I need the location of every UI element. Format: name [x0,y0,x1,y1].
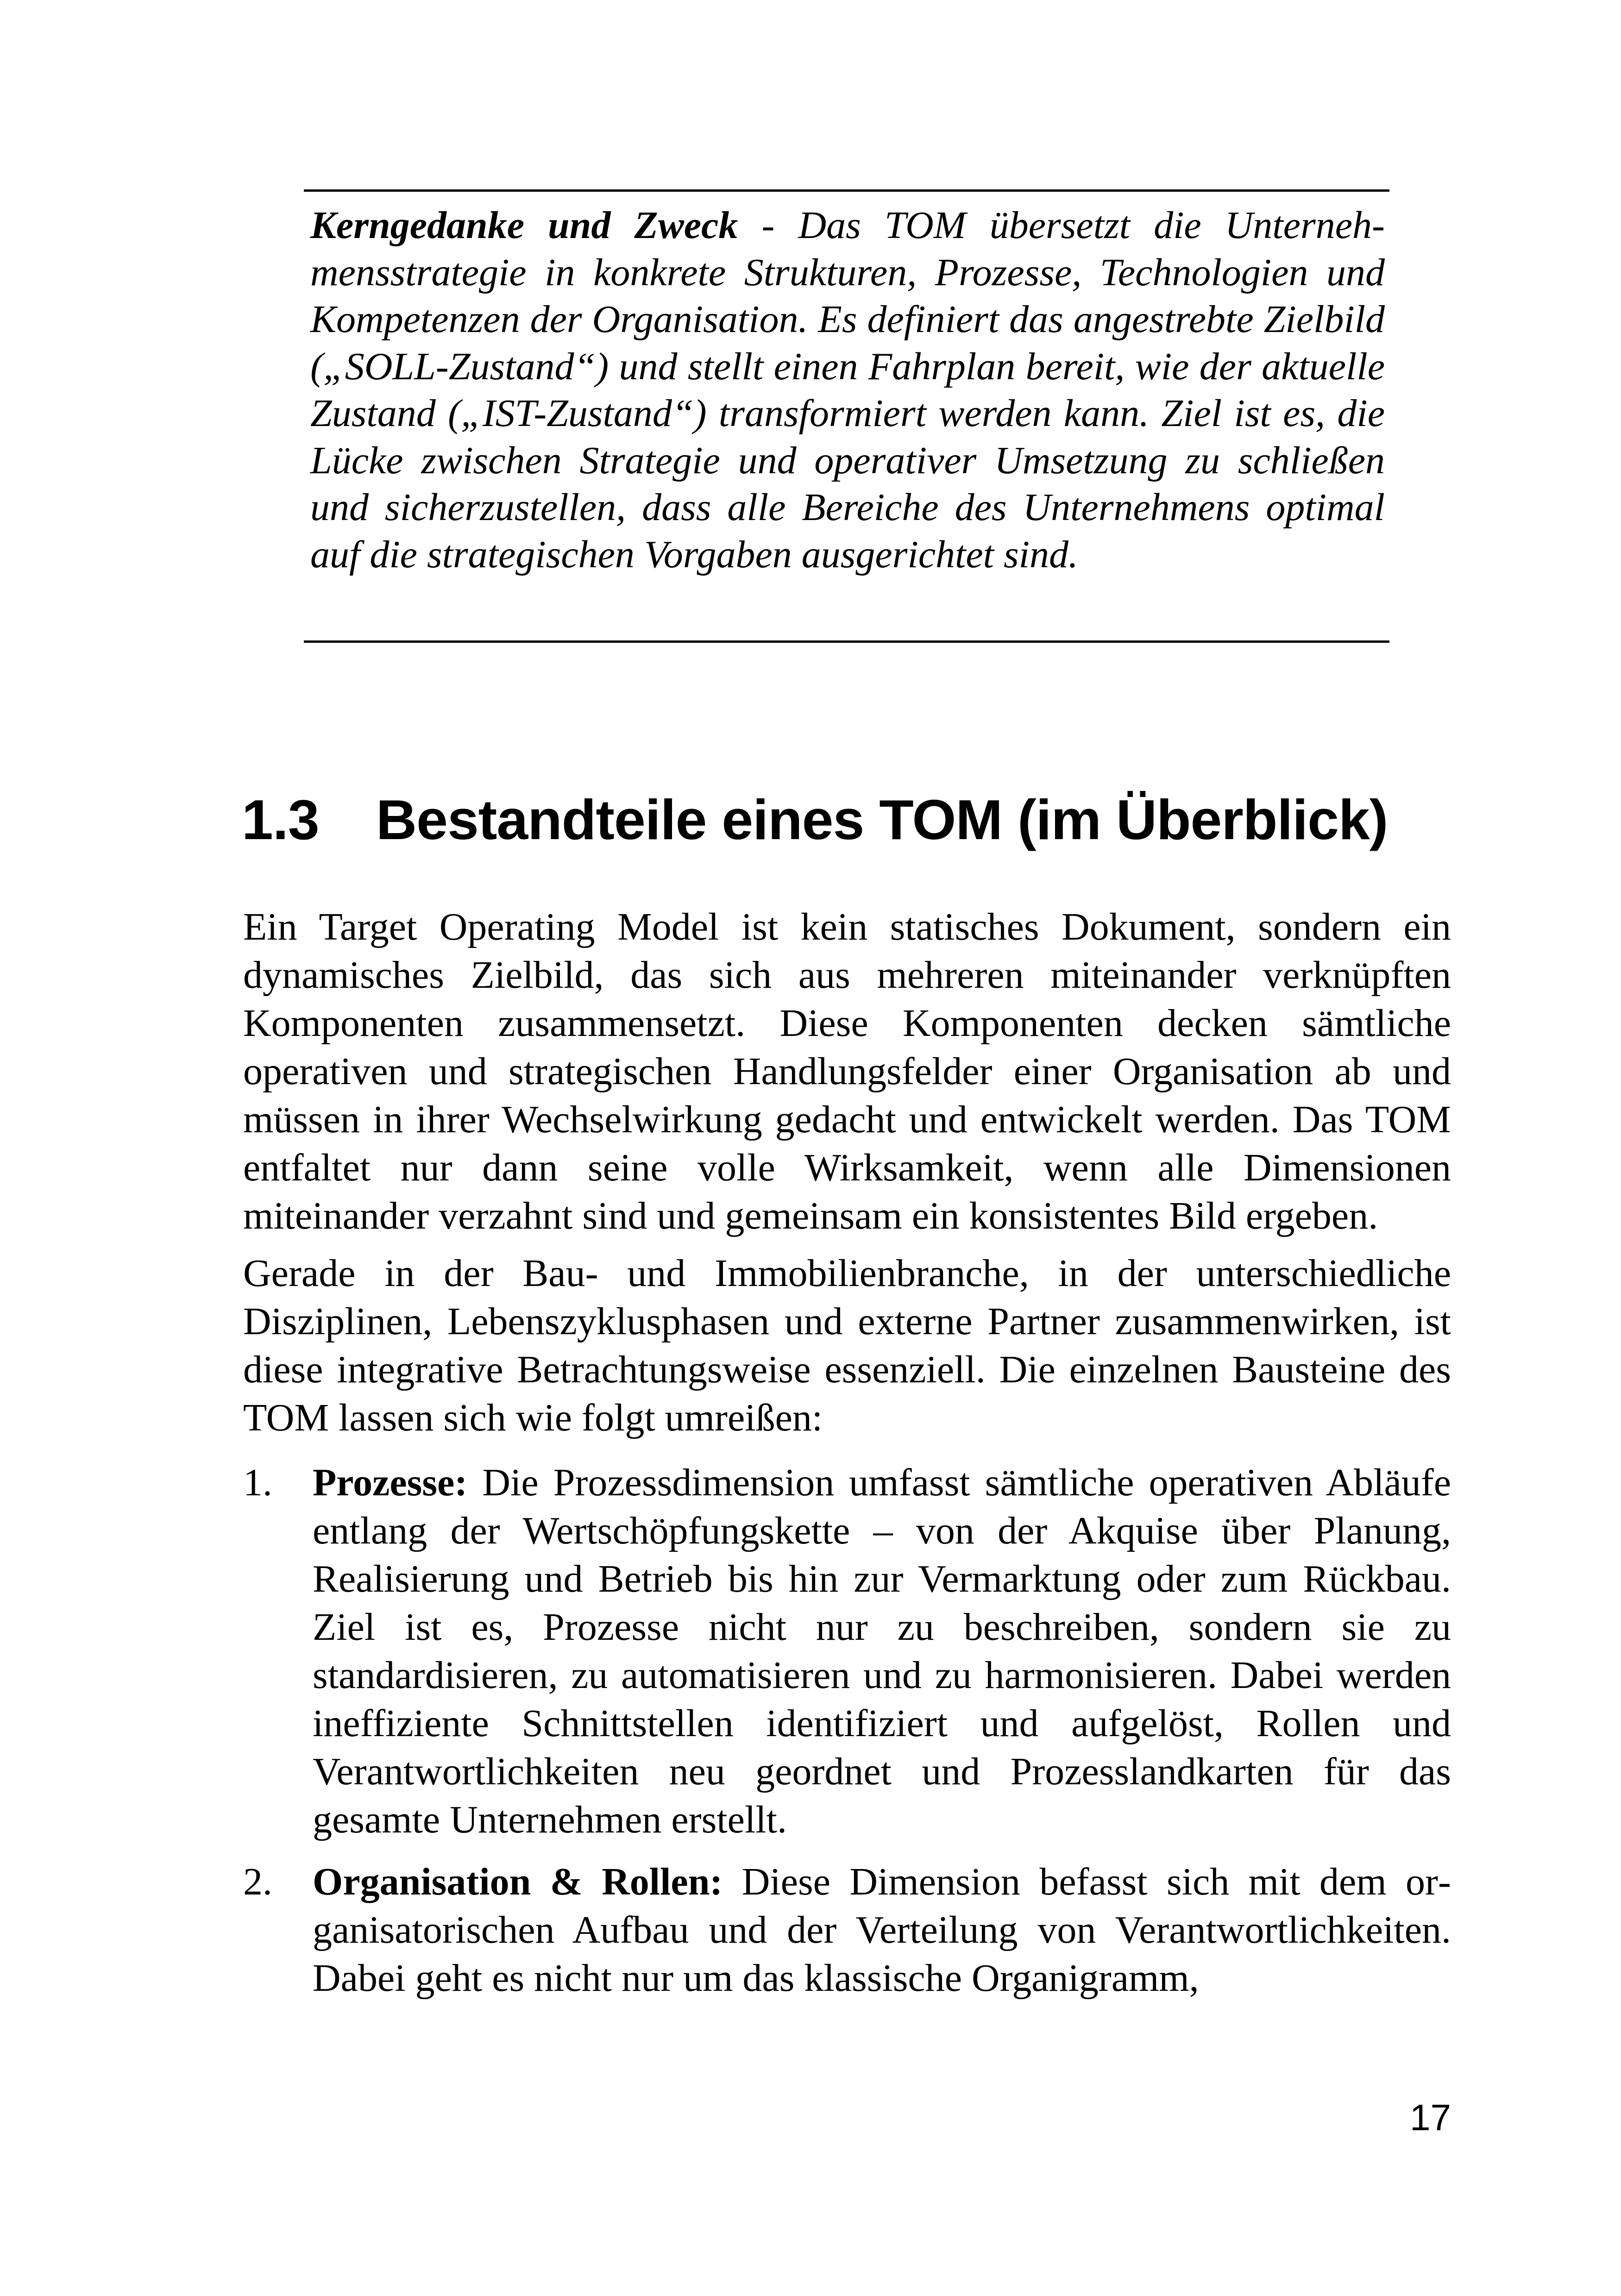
definition-lead: Kerngedanke und Zweck [310,204,738,247]
section-title: Bestandteile eines TOM (im Überblick) [376,788,1388,851]
list-term: Organisation & Rollen: [313,1860,723,1903]
list-text: Die Prozessdimension umfasst sämtliche operativen Abläufe entlang der Wertschöpfungskette – von der Akquise über Planung, Realisierung und Betrieb bis hin zur Vermarktung oder zum Rückbau. Ziel ist es, Prozesse nicht nur zu beschreiben, sondern sie zu standardisieren, zu automatisieren und zu harmonisieren. Dabei werden ineffiziente Schnittstellen identifiziert und aufgelöst, Rollen und Verantwortlichkeiten neu geordnet und Prozesslandkarten für das gesamte Unternehmen erstellt. [313,1461,1451,1841]
paragraph: Ein Target Operating Model ist kein statisches Dokument, sondern ein dynamisches Zielbild, das sich aus mehreren miteinander verknüpften Komponenten zusammensetzt. Diese Komponenten decken sämtliche operativen und strategischen Handlungsfelder einer Organisation ab und müssen in ihrer Wechselwirkung gedacht und entwickelt werden. Das TOM entfaltet nur dann seine volle Wirksamkeit, wenn alle Dimensionen miteinander verzahnt sind und gemeinsam ein konsistentes Bild ergeben. [243,905,1451,1237]
list-item [243,1459,1451,1844]
section-number: 1.3 [242,788,319,851]
definition-text [310,192,1385,578]
definition-box [304,189,1389,643]
definition-body: Das TOM übersetzt die Unternehmensstrategie in konkrete Strukturen, Prozesse, Technologien und Kompetenzen der Organisation. Es definiert das angestrebte Zielbild („SOLL-Zustand“) und stellt einen Fahrplan bereit, wie der aktuelle Zustand („IST-Zustand“) transformiert werden kann. Ziel ist es, die Lücke zwischen Strategie und operativer Umsetzung zu schließen und sicherzustellen, dass alle Bereiche des Unternehmens optimal auf die strategischen Vorgaben ausgerichtet sind. [310,204,1385,576]
page-number: 17 [1410,2097,1451,2138]
body-text [243,903,1451,2016]
list-term: Prozesse: [313,1461,468,1504]
list-marker: 2. [243,1860,272,1903]
component-list [243,1459,1451,2002]
list-marker: 1. [243,1461,272,1504]
paragraph: Gerade in der Bau- und Immobilienbranche, in der unterschiedliche Disziplinen, Lebenszyklusphasen und externe Partner zusammenwirken, ist diese integrative Betrachtungsweise essenziell. Die einzelnen Bausteine des TOM lassen sich wie folgt umreißen: [243,1252,1451,1439]
list-item [243,1858,1451,2002]
list-text: Diese Dimension befasst sich mit dem organisatorischen Aufbau und der Verteilung von Verantwortlichkeiten. Dabei geht es nicht nur um das klassische Organigramm, [313,1860,1451,2000]
definition-separator: - [738,204,798,247]
section-heading [242,783,1388,857]
